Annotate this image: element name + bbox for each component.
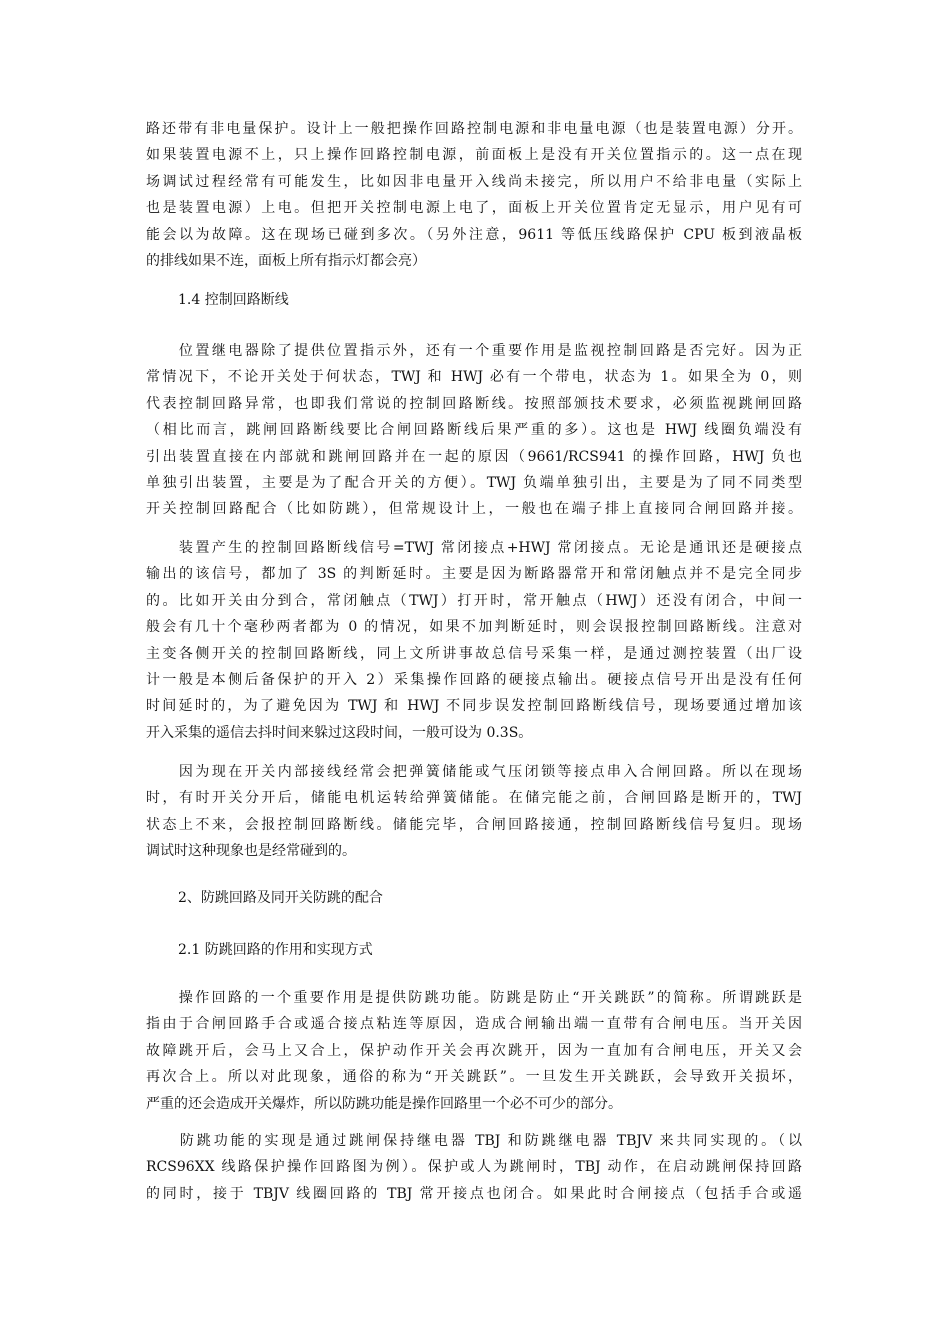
text-line: 单独引出装置，主要是为了配合开关的方便）。TWJ 负端单独引出，主要是为了同不同类型 [146,474,802,491]
text-line: 调试时这种现象也是经常碰到的。 [146,843,356,860]
text-line: 路还带有非电量保护。设计上一般把操作回路控制电源和非电量电源（也是装置电源）分开。 [146,121,802,137]
text-line: 引出装置直接在内部就和跳闸回路并在一起的原因（9661/RCS941 的操作回路，HWJ 负也 [146,448,802,465]
text-line: 开入采集的遥信去抖时间来躲过这段时间，一般可设为 0.3S。 [146,724,533,741]
text-line: 再次合上。所以对此现象，通俗的称为“开关跳跃”。一旦发生开关跳跃，会导致开关损坏， [146,1069,802,1086]
text-line: 时，有时开关分开后，储能电机运转给弹簧储能。在储完能之前，合闸回路是断开的，TWJ [146,790,802,807]
text-line: 因为现在开关内部接线经常会把弹簧储能或气压闭锁等接点串入合闸回路。所以在现场 [146,764,802,780]
text-line: 防跳功能的实现是通过跳闸保持继电器 TBJ 和防跳继电器 TBJV 来共同实现的。（以 [146,1133,802,1149]
text-line: 如果装置电源不上，只上操作回路控制电源，前面板上是没有开关位置指示的。这一点在现 [146,147,802,164]
text-line: 的。比如开关由分到合，常闭触点（TWJ）打开时，常开触点（HWJ）还没有闭合，中间一 [146,592,802,609]
section-heading-2-1: 2.1 防跳回路的作用和实现方式 [178,942,373,958]
text-line: （相比而言，跳闸回路断线要比合闸回路断线后果严重的多）。这也是 HWJ 线圈负端没有 [146,422,802,439]
paragraph-1 [146,116,802,274]
text-line: 常情况下，不论开关处于何状态，TWJ 和 HWJ 必有一个带电，状态为 1。如果全为 0，则 [146,369,802,386]
text-line: 般会有几十个毫秒两者都为 0 的情况，如果不加判断延时，则会误报控制回路断线。注意对 [146,619,802,636]
paragraph-5 [146,985,802,1117]
text-line: 时间延时的，为了避免因为 TWJ 和 HWJ 不同步误发控制回路断线信号，现场要通过增加该 [146,698,802,715]
text-line: 开关控制回路配合（比如防跳），但常规设计上，一般也在端子排上直接同合闸回路并接。 [146,501,802,518]
section-heading-1-4: 1.4 控制回路断线 [178,292,289,308]
text-line: 输出的该信号，都加了 3S 的判断延时。主要是因为断路器常开和常闭触点并不是完全同步 [146,566,802,583]
text-line: 操作回路的一个重要作用是提供防跳功能。防跳是防止“开关跳跃”的简称。所谓跳跃是 [146,990,802,1006]
text-line: 故障跳开后，会马上又合上，保护动作开关会再次跳开，因为一直加有合闸电压，开关又会 [146,1042,802,1059]
text-line: 代表控制回路异常，也即我们常说的控制回路断线。按照部颁技术要求，必须监视跳闸回路 [146,395,802,412]
text-line: 严重的还会造成开关爆炸，所以防跳功能是操作回路里一个必不可少的部分。 [146,1095,622,1112]
paragraph-3 [146,535,802,746]
text-line: 装置产生的控制回路断线信号=TWJ 常闭接点+HWJ 常闭接点。无论是通讯还是硬接点 [146,540,802,556]
section-heading-2: 2、防跳回路及同开关防跳的配合 [178,890,383,906]
paragraph-6 [146,1128,802,1207]
text-line: 状态上不来，会报控制回路断线。储能完毕，合闸回路接通，控制回路断线信号复归。现场 [146,816,802,833]
text-line: 的同时，接于 TBJV 线圈回路的 TBJ 常开接点也闭合。如果此时合闸接点（包括手合或遥 [146,1185,802,1202]
text-line: RCS96XX 线路保护操作回路图为例）。保护或人为跳闸时，TBJ 动作，在启动跳闸保持回路 [146,1159,802,1176]
paragraph-4 [146,759,802,865]
text-line: 的排线如果不连，面板上所有指示灯都会亮） [146,252,426,269]
paragraph-2 [146,338,802,523]
text-line: 也是装置电源）上电。但把开关控制电源上电了，面板上开关位置肯定无显示，用户见有可 [146,200,802,217]
text-line: 场调试过程经常有可能发生，比如因非电量开入线尚未接完，所以用户不给非电量（实际上 [146,173,802,190]
text-line: 指由于合闸回路手合或遥合接点粘连等原因，造成合闸输出端一直带有合闸电压。当开关因 [146,1016,802,1033]
text-line: 计一般是本侧后备保护的开入 2）采集操作回路的硬接点输出。硬接点信号开出是没有任何 [146,671,802,688]
text-line: 能会以为故障。这在现场已碰到多次。（另外注意，9611 等低压线路保护 CPU 板到液晶板 [146,226,802,243]
text-line: 位置继电器除了提供位置指示外，还有一个重要作用是监视控制回路是否完好。因为正 [146,343,802,359]
text-line: 主变各侧开关的控制回路断线，同上文所讲事故总信号采集一样，是通过测控装置（出厂设 [146,645,802,662]
